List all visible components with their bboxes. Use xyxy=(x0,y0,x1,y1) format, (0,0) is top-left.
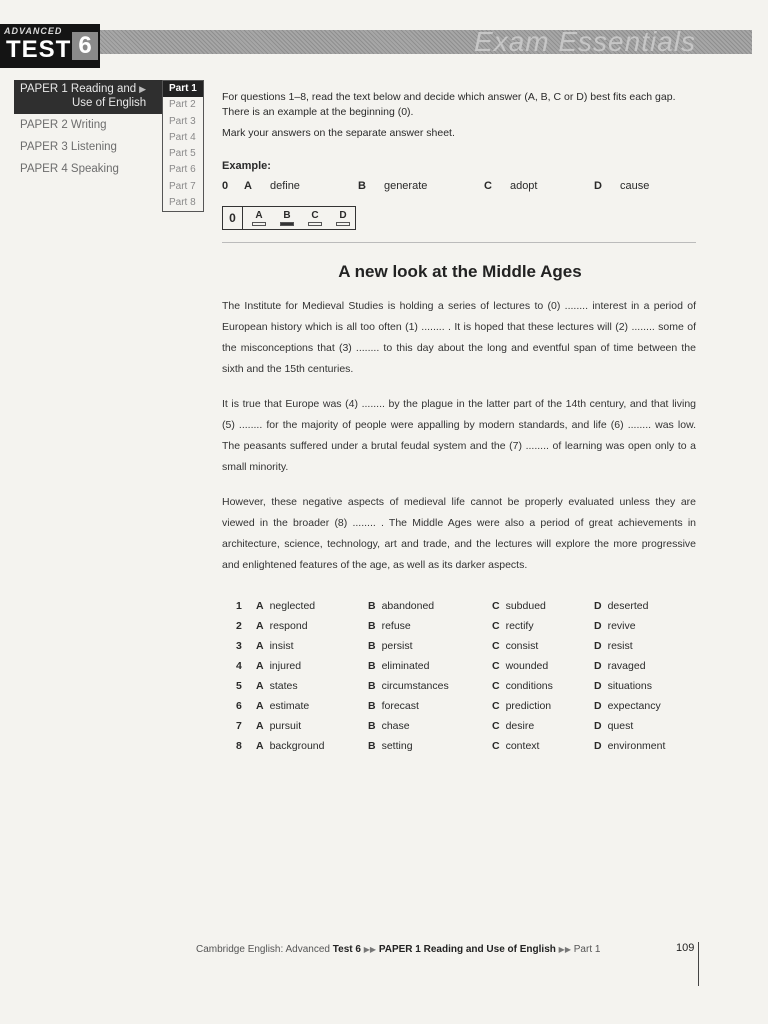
option-row xyxy=(236,640,706,660)
option-c[interactable] xyxy=(492,660,549,672)
option-letter: D xyxy=(594,660,602,672)
option-letter: A xyxy=(256,720,264,732)
option-row xyxy=(236,700,706,720)
option-b[interactable] xyxy=(368,620,411,632)
option-letter: B xyxy=(368,700,376,712)
option-letter: A xyxy=(256,660,264,672)
option-row xyxy=(236,740,706,760)
option-letter: C xyxy=(492,680,500,692)
option-word: abandoned xyxy=(381,600,435,612)
option-letter: C xyxy=(492,740,500,752)
nav-paper-1-line1: PAPER 1 Reading and xyxy=(20,83,137,95)
option-a[interactable] xyxy=(256,620,308,632)
option-letter: D xyxy=(594,680,602,692)
option-a[interactable] xyxy=(256,680,298,692)
option-word: estimate xyxy=(269,700,310,712)
nav-part-5[interactable]: Part 5 xyxy=(169,148,196,160)
option-letter: D xyxy=(594,640,602,652)
option-d[interactable] xyxy=(594,720,634,732)
option-c[interactable] xyxy=(492,720,535,732)
example-number: 0 xyxy=(222,180,229,192)
bubble-mark xyxy=(308,222,322,226)
option-word: neglected xyxy=(269,600,316,612)
footer-book: Cambridge English: Advanced xyxy=(196,944,330,955)
example-option-c xyxy=(484,180,537,192)
option-word: ravaged xyxy=(607,660,646,672)
option-c[interactable] xyxy=(492,740,540,752)
option-letter: B xyxy=(368,740,376,752)
option-b[interactable] xyxy=(368,740,413,752)
footer-part: Part 1 xyxy=(573,944,601,955)
option-d[interactable] xyxy=(594,600,649,612)
brand-title: Exam Essentials xyxy=(474,26,696,57)
nav-paper-1-line2: Use of English xyxy=(72,97,147,109)
question-number: 4 xyxy=(236,660,242,672)
option-c[interactable] xyxy=(492,700,552,712)
option-a[interactable] xyxy=(256,720,302,732)
option-letter: C xyxy=(492,600,500,612)
example-label: Example: xyxy=(222,160,271,172)
option-word: quest xyxy=(607,720,634,732)
instructions-answer-sheet: Mark your answers on the separate answer sheet. xyxy=(222,127,455,139)
double-arrow-icon: ▶▶ xyxy=(558,945,571,954)
option-row xyxy=(236,620,706,640)
page-footer xyxy=(196,944,600,955)
divider xyxy=(222,242,696,243)
nav-paper-1[interactable] xyxy=(14,80,164,114)
footer-test: Test 6 xyxy=(332,944,361,955)
option-word: refuse xyxy=(381,620,411,632)
option-row xyxy=(236,660,706,680)
option-letter: B xyxy=(368,640,376,652)
arrow-right-icon: ▶ xyxy=(139,84,147,94)
nav-part-3[interactable]: Part 3 xyxy=(169,115,196,127)
test-word: TEST xyxy=(6,36,72,63)
page-edge-line xyxy=(698,942,699,986)
option-word: states xyxy=(269,680,298,692)
option-word: rectify xyxy=(505,620,534,632)
option-word: situations xyxy=(607,680,652,692)
question-number: 1 xyxy=(236,600,242,612)
option-d[interactable] xyxy=(594,680,652,692)
bubble-letter: D xyxy=(339,210,347,221)
option-letter: B xyxy=(368,600,376,612)
option-word: injured xyxy=(269,660,302,672)
option-letter: C xyxy=(492,700,500,712)
option-word: deserted xyxy=(607,600,649,612)
option-letter: D xyxy=(594,740,602,752)
example-option-b xyxy=(358,180,427,192)
option-d[interactable] xyxy=(594,660,646,672)
option-a[interactable] xyxy=(256,640,294,652)
option-d[interactable] xyxy=(594,620,636,632)
option-letter: A xyxy=(256,680,264,692)
nav-part-1[interactable]: Part 1 xyxy=(163,81,203,97)
option-word: consist xyxy=(505,640,539,652)
option-b[interactable] xyxy=(368,700,419,712)
option-b[interactable] xyxy=(368,600,435,612)
example-option-a xyxy=(244,180,300,192)
answer-bubble-a[interactable] xyxy=(251,210,267,226)
option-d[interactable] xyxy=(594,740,666,752)
page-number: 109 xyxy=(676,942,695,954)
instructions xyxy=(222,90,692,147)
bubble-mark xyxy=(252,222,266,226)
nav-paper-3[interactable]: PAPER 3 Listening xyxy=(20,141,117,153)
bubble-letter: A xyxy=(255,210,263,221)
nav-paper-2[interactable]: PAPER 2 Writing xyxy=(20,119,107,131)
option-word: conditions xyxy=(505,680,553,692)
option-word: pursuit xyxy=(269,720,302,732)
option-word: generate xyxy=(383,180,428,192)
test-label xyxy=(0,24,100,68)
option-letter: B xyxy=(368,660,376,672)
answer-box-number: 0 xyxy=(223,207,243,229)
option-word: setting xyxy=(381,740,413,752)
option-b[interactable] xyxy=(368,680,449,692)
option-word: insist xyxy=(269,640,294,652)
passage-paragraph-2: It is true that Europe was (4) ........ by the plague in the latter part of the 14th century, and that living (5) ........ for the majority of people were appalling by modern standards, and life (6) ........ was low. The peasants suffered under a brutal feudal system and the (7) ........ of learning was open only to a small minority. xyxy=(222,398,696,473)
option-letter: D xyxy=(594,700,602,712)
option-b[interactable] xyxy=(368,660,430,672)
nav-part-6[interactable]: Part 6 xyxy=(169,164,196,176)
parts-nav xyxy=(162,80,204,212)
option-letter: A xyxy=(256,620,264,632)
example-option-d xyxy=(594,180,649,192)
option-letter: A xyxy=(256,600,264,612)
option-word: persist xyxy=(381,640,413,652)
option-word: forecast xyxy=(381,700,419,712)
option-word: background xyxy=(269,740,325,752)
option-letter: A xyxy=(256,640,264,652)
level-label: ADVANCED xyxy=(4,26,63,36)
question-number: 8 xyxy=(236,740,242,752)
option-letter: C xyxy=(492,620,500,632)
option-b[interactable] xyxy=(368,720,410,732)
question-number: 5 xyxy=(236,680,242,692)
option-row xyxy=(236,720,706,740)
option-letter: B xyxy=(358,180,366,192)
option-word: prediction xyxy=(505,700,552,712)
option-row xyxy=(236,600,706,620)
passage xyxy=(222,296,696,590)
option-word: environment xyxy=(607,740,666,752)
option-word: eliminated xyxy=(381,660,430,672)
question-number: 3 xyxy=(236,640,242,652)
option-letter: B xyxy=(368,680,376,692)
nav-part-7[interactable]: Part 7 xyxy=(169,180,196,192)
passage-paragraph-1: The Institute for Medieval Studies is holding a series of lectures to (0) ........ interest in a period of European history which is all too often (1) ........ . It is hoped that these lectures will (2) ........ some of the misconceptions that (3) ........ to this day about the long and eventful span of time between the sixth and the 15th centuries. xyxy=(222,300,696,375)
option-word: context xyxy=(505,740,540,752)
answer-bubble-d[interactable] xyxy=(335,210,351,226)
option-d[interactable] xyxy=(594,640,633,652)
option-word: desire xyxy=(505,720,535,732)
option-letter: A xyxy=(256,700,264,712)
option-a[interactable] xyxy=(256,740,325,752)
option-row xyxy=(236,680,706,700)
nav-part-4[interactable]: Part 4 xyxy=(169,131,196,143)
answer-bubble-c[interactable] xyxy=(307,210,323,226)
option-word: expectancy xyxy=(607,700,661,712)
passage-title: A new look at the Middle Ages xyxy=(338,262,582,281)
bubble-letter: B xyxy=(283,210,291,221)
test-number: 6 xyxy=(72,32,98,60)
passage-paragraph-3: However, these negative aspects of medieval life cannot be properly evaluated unless they are viewed in the broader (8) ........ . The Middle Ages were also a period of great achievements in architecture, science, technology, art and trade, and the lectures will explore the more progressive and enlightened features of the age, as well as its darker aspects. xyxy=(222,496,696,571)
option-word: respond xyxy=(269,620,308,632)
option-c[interactable] xyxy=(492,600,546,612)
option-letter: B xyxy=(368,620,376,632)
answer-options xyxy=(236,600,706,760)
question-number: 2 xyxy=(236,620,242,632)
answer-bubble-b[interactable] xyxy=(279,210,295,226)
option-letter: C xyxy=(492,720,500,732)
option-c[interactable] xyxy=(492,680,553,692)
option-word: define xyxy=(269,180,300,192)
option-letter: D xyxy=(594,620,602,632)
option-letter: B xyxy=(368,720,376,732)
paper-nav xyxy=(14,80,164,180)
question-number: 6 xyxy=(236,700,242,712)
bubble-letter: C xyxy=(311,210,319,221)
instructions-text: For questions 1–8, read the text below and decide which answer (A, B, C or D) best fits each gap. There is an example at the beginning (0). xyxy=(222,91,676,118)
option-a[interactable] xyxy=(256,700,310,712)
option-letter: A xyxy=(244,180,252,192)
nav-part-8[interactable]: Part 8 xyxy=(169,197,196,209)
option-letter: D xyxy=(594,600,602,612)
option-word: chase xyxy=(381,720,410,732)
question-number: 7 xyxy=(236,720,242,732)
option-letter: A xyxy=(256,740,264,752)
option-word: revive xyxy=(607,620,636,632)
option-b[interactable] xyxy=(368,640,413,652)
bubble-mark-filled xyxy=(280,222,294,226)
option-c[interactable] xyxy=(492,620,534,632)
option-letter: D xyxy=(594,180,602,192)
nav-paper-4[interactable]: PAPER 4 Speaking xyxy=(20,163,119,175)
option-word: adopt xyxy=(509,180,538,192)
option-letter: C xyxy=(492,660,500,672)
option-letter: C xyxy=(484,180,492,192)
option-a[interactable] xyxy=(256,600,316,612)
option-word: wounded xyxy=(505,660,549,672)
option-letter: C xyxy=(492,640,500,652)
nav-part-2[interactable]: Part 2 xyxy=(169,99,196,111)
option-word: cause xyxy=(619,180,650,192)
double-arrow-icon: ▶▶ xyxy=(363,945,377,954)
option-word: circumstances xyxy=(381,680,449,692)
option-a[interactable] xyxy=(256,660,302,672)
footer-paper: PAPER 1 Reading and Use of English xyxy=(378,944,556,955)
bubble-mark xyxy=(336,222,350,226)
option-word: resist xyxy=(607,640,633,652)
option-letter: D xyxy=(594,720,602,732)
example-answer-box xyxy=(222,206,356,230)
option-word: subdued xyxy=(505,600,546,612)
option-c[interactable] xyxy=(492,640,539,652)
option-d[interactable] xyxy=(594,700,661,712)
